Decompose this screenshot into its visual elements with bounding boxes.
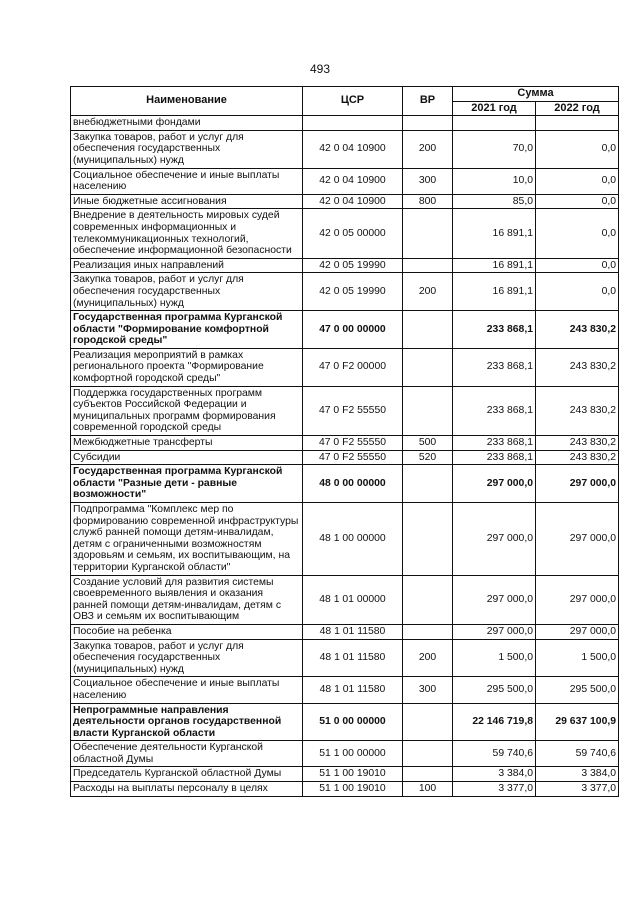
- row-sum-2021-cell: 233 868,1: [453, 311, 536, 349]
- budget-table: [70, 86, 619, 797]
- row-sum-2021-cell: 59 740,6: [453, 741, 536, 767]
- row-csr-cell: 48 1 01 00000: [303, 575, 403, 624]
- table-row: [71, 273, 619, 311]
- row-name-cell: Межбюджетные трансферты: [71, 436, 303, 451]
- table-row: [71, 639, 619, 677]
- row-vr-cell: 200: [403, 273, 453, 311]
- row-sum-2021-cell: 297 000,0: [453, 503, 536, 576]
- row-sum-2022-cell: 295 500,0: [536, 677, 619, 703]
- row-vr-cell: 520: [403, 450, 453, 465]
- row-name-cell: Реализация мероприятий в рамках регионального проекта "Формирование комфортной городской среды": [71, 348, 303, 386]
- row-sum-2021-cell: 233 868,1: [453, 450, 536, 465]
- row-sum-2022-cell: 243 830,2: [536, 348, 619, 386]
- row-sum-2022-cell: 297 000,0: [536, 503, 619, 576]
- row-sum-2022-cell: 3 377,0: [536, 782, 619, 797]
- row-sum-2021-cell: 1 500,0: [453, 639, 536, 677]
- row-vr-cell: [403, 503, 453, 576]
- row-vr-cell: [403, 348, 453, 386]
- row-vr-cell: [403, 767, 453, 782]
- row-sum-2021-cell: 16 891,1: [453, 209, 536, 258]
- row-csr-cell: 48 0 00 00000: [303, 465, 403, 503]
- row-name-cell: Закупка товаров, работ и услуг для обеспечения государственных (муниципальных) нужд: [71, 130, 303, 168]
- row-name-cell: Внедрение в деятельность мировых судей современных информационных и телекоммуникационных технологий, обеспечение информационной безопасности: [71, 209, 303, 258]
- table-row: [71, 503, 619, 576]
- table-row: [71, 130, 619, 168]
- table-row: [71, 677, 619, 703]
- row-sum-2021-cell: 295 500,0: [453, 677, 536, 703]
- row-name-cell: Создание условий для развития системы своевременного выявления и оказания ранней помощи детям-инвалидам, детям с ОВЗ и семьям их воспитывающим: [71, 575, 303, 624]
- table-row: [71, 386, 619, 435]
- row-csr-cell: 51 1 00 19010: [303, 767, 403, 782]
- row-csr-cell: 47 0 00 00000: [303, 311, 403, 349]
- row-sum-2022-cell: 0,0: [536, 273, 619, 311]
- table-row: [71, 258, 619, 273]
- row-sum-2021-cell: 16 891,1: [453, 258, 536, 273]
- row-name-cell: Пособие на ребенка: [71, 624, 303, 639]
- row-csr-cell: 48 1 01 11580: [303, 624, 403, 639]
- table-row: [71, 311, 619, 349]
- row-sum-2022-cell: 297 000,0: [536, 575, 619, 624]
- row-name-cell: Подпрограмма "Комплекс мер по формированию современной инфраструктуры служб ранней помощи детям-инвалидам, детям с ограниченными возможностям здоровьям и семьям, их воспитывающим, на территории Курганской области": [71, 503, 303, 576]
- row-sum-2022-cell: 243 830,2: [536, 436, 619, 451]
- header-year-2021: 2021 год: [453, 101, 536, 116]
- header-name: Наименование: [71, 87, 303, 116]
- row-sum-2022-cell: [536, 116, 619, 131]
- row-sum-2022-cell: 243 830,2: [536, 450, 619, 465]
- row-csr-cell: 42 0 05 19990: [303, 273, 403, 311]
- row-name-cell: Социальное обеспечение и иные выплаты населению: [71, 677, 303, 703]
- table-row: [71, 116, 619, 131]
- row-sum-2021-cell: 297 000,0: [453, 624, 536, 639]
- row-vr-cell: [403, 258, 453, 273]
- row-vr-cell: [403, 624, 453, 639]
- row-vr-cell: 800: [403, 194, 453, 209]
- table-row: [71, 450, 619, 465]
- header-year-2022: 2022 год: [536, 101, 619, 116]
- row-sum-2022-cell: 243 830,2: [536, 311, 619, 349]
- row-name-cell: Социальное обеспечение и иные выплаты населению: [71, 168, 303, 194]
- row-name-cell: Закупка товаров, работ и услуг для обеспечения государственных (муниципальных) нужд: [71, 639, 303, 677]
- row-name-cell: внебюджетными фондами: [71, 116, 303, 131]
- row-sum-2022-cell: 0,0: [536, 209, 619, 258]
- table-row: [71, 703, 619, 741]
- table-row: [71, 767, 619, 782]
- row-name-cell: Председатель Курганской областной Думы: [71, 767, 303, 782]
- row-csr-cell: 48 1 00 00000: [303, 503, 403, 576]
- table-row: [71, 624, 619, 639]
- row-sum-2021-cell: 233 868,1: [453, 348, 536, 386]
- row-sum-2022-cell: 3 384,0: [536, 767, 619, 782]
- page-number: 493: [309, 62, 331, 76]
- row-sum-2021-cell: 22 146 719,8: [453, 703, 536, 741]
- row-sum-2022-cell: 297 000,0: [536, 465, 619, 503]
- row-csr-cell: 42 0 04 10900: [303, 194, 403, 209]
- row-csr-cell: 48 1 01 11580: [303, 639, 403, 677]
- row-vr-cell: 100: [403, 782, 453, 797]
- row-sum-2021-cell: 233 868,1: [453, 436, 536, 451]
- row-vr-cell: 300: [403, 677, 453, 703]
- row-vr-cell: [403, 116, 453, 131]
- row-sum-2021-cell: [453, 116, 536, 131]
- row-vr-cell: [403, 741, 453, 767]
- row-sum-2021-cell: 297 000,0: [453, 465, 536, 503]
- row-name-cell: Расходы на выплаты персоналу в целях: [71, 782, 303, 797]
- budget-table-container: [70, 86, 618, 797]
- row-csr-cell: 47 0 F2 55550: [303, 436, 403, 451]
- row-csr-cell: 42 0 04 10900: [303, 130, 403, 168]
- row-sum-2021-cell: 85,0: [453, 194, 536, 209]
- row-name-cell: Государственная программа Курганской области "Разные дети - равные возможности": [71, 465, 303, 503]
- row-csr-cell: 42 0 05 00000: [303, 209, 403, 258]
- row-vr-cell: [403, 575, 453, 624]
- table-row: [71, 348, 619, 386]
- row-name-cell: Обеспечение деятельности Курганской областной Думы: [71, 741, 303, 767]
- row-vr-cell: [403, 703, 453, 741]
- row-sum-2022-cell: 297 000,0: [536, 624, 619, 639]
- table-row: [71, 465, 619, 503]
- table-row: [71, 741, 619, 767]
- row-name-cell: Непрограммные направления деятельности органов государственной власти Курганской области: [71, 703, 303, 741]
- row-sum-2022-cell: 29 637 100,9: [536, 703, 619, 741]
- row-csr-cell: 51 1 00 00000: [303, 741, 403, 767]
- row-sum-2021-cell: 233 868,1: [453, 386, 536, 435]
- table-row: [71, 209, 619, 258]
- row-vr-cell: 200: [403, 639, 453, 677]
- row-name-cell: Реализация иных направлений: [71, 258, 303, 273]
- header-csr: ЦСР: [303, 87, 403, 116]
- table-row: [71, 782, 619, 797]
- row-csr-cell: 51 0 00 00000: [303, 703, 403, 741]
- row-sum-2022-cell: 0,0: [536, 130, 619, 168]
- row-sum-2022-cell: 59 740,6: [536, 741, 619, 767]
- table-row: [71, 194, 619, 209]
- row-csr-cell: 51 1 00 19010: [303, 782, 403, 797]
- row-csr-cell: 42 0 04 10900: [303, 168, 403, 194]
- row-name-cell: Закупка товаров, работ и услуг для обеспечения государственных (муниципальных) нужд: [71, 273, 303, 311]
- row-sum-2022-cell: 243 830,2: [536, 386, 619, 435]
- row-sum-2021-cell: 297 000,0: [453, 575, 536, 624]
- row-sum-2021-cell: 3 377,0: [453, 782, 536, 797]
- row-sum-2022-cell: 0,0: [536, 168, 619, 194]
- row-vr-cell: 300: [403, 168, 453, 194]
- header-sum: Сумма: [453, 87, 619, 102]
- row-csr-cell: [303, 116, 403, 131]
- row-sum-2021-cell: 10,0: [453, 168, 536, 194]
- table-row: [71, 575, 619, 624]
- row-sum-2022-cell: 0,0: [536, 194, 619, 209]
- row-sum-2021-cell: 16 891,1: [453, 273, 536, 311]
- row-vr-cell: [403, 386, 453, 435]
- row-csr-cell: 48 1 01 11580: [303, 677, 403, 703]
- row-sum-2022-cell: 1 500,0: [536, 639, 619, 677]
- row-csr-cell: 47 0 F2 55550: [303, 386, 403, 435]
- row-name-cell: Поддержка государственных программ субъектов Российской Федерации и муниципальных программ формирования современной городской среды: [71, 386, 303, 435]
- table-body: [71, 116, 619, 796]
- row-name-cell: Иные бюджетные ассигнования: [71, 194, 303, 209]
- row-name-cell: Государственная программа Курганской области "Формирование комфортной городской среды": [71, 311, 303, 349]
- row-sum-2021-cell: 70,0: [453, 130, 536, 168]
- table-row: [71, 436, 619, 451]
- row-vr-cell: [403, 209, 453, 258]
- row-vr-cell: [403, 465, 453, 503]
- row-vr-cell: 200: [403, 130, 453, 168]
- row-sum-2022-cell: 0,0: [536, 258, 619, 273]
- row-sum-2021-cell: 3 384,0: [453, 767, 536, 782]
- row-csr-cell: 42 0 05 19990: [303, 258, 403, 273]
- row-vr-cell: [403, 311, 453, 349]
- table-row: [71, 168, 619, 194]
- header-vr: ВР: [403, 87, 453, 116]
- row-csr-cell: 47 0 F2 00000: [303, 348, 403, 386]
- row-vr-cell: 500: [403, 436, 453, 451]
- row-name-cell: Субсидии: [71, 450, 303, 465]
- row-csr-cell: 47 0 F2 55550: [303, 450, 403, 465]
